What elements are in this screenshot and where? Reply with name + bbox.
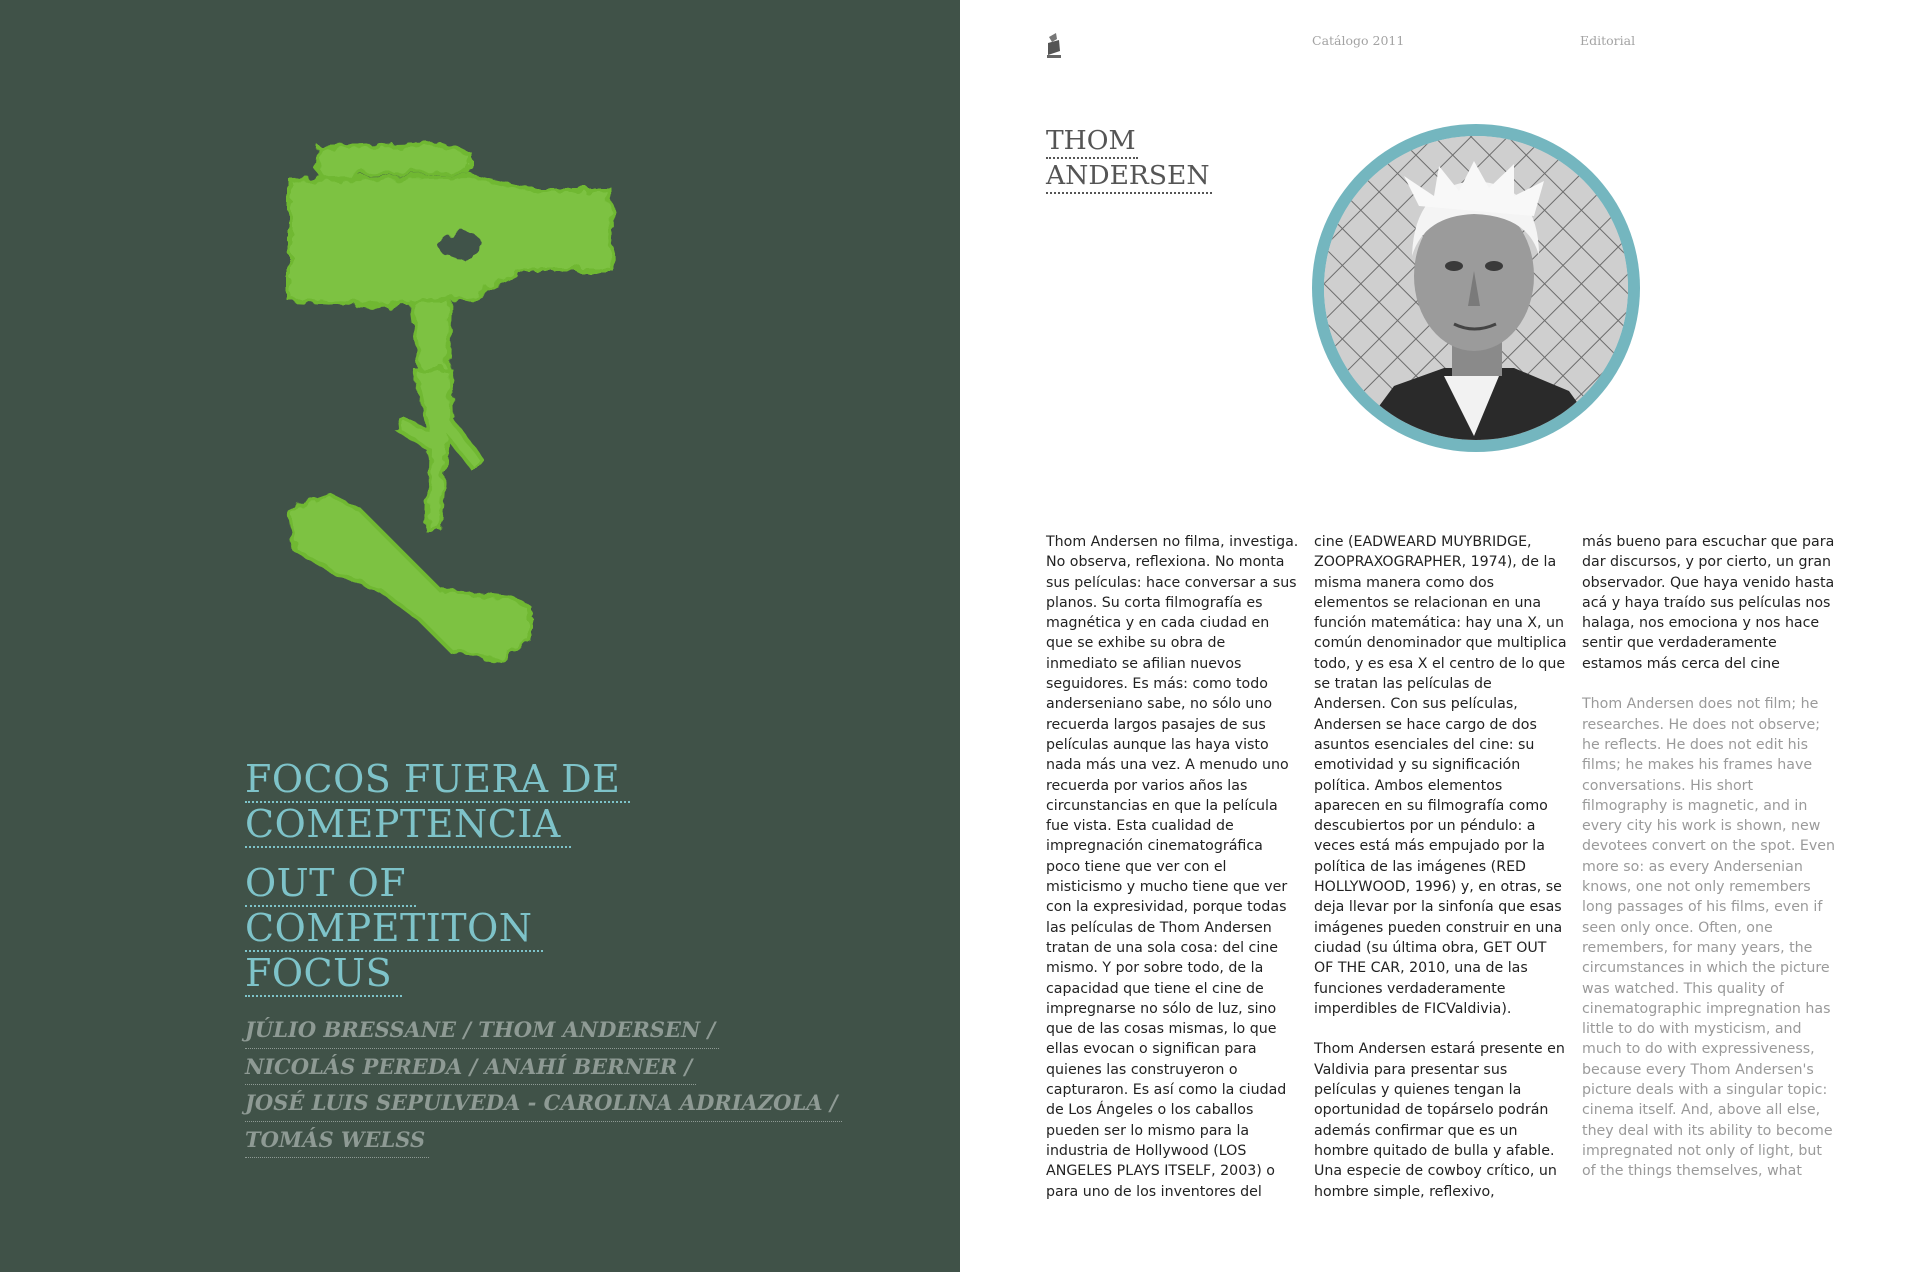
focus-title-en [245, 862, 543, 997]
directors-line-2: NICOLÁS PEREDA / ANAHÍ BERNER / [245, 1049, 696, 1086]
camera-icon [270, 130, 630, 690]
article-column-3 [1582, 532, 1836, 1182]
article-paragraph: Thom Andersen no filma, investiga. No observa, reflexiona. No monta sus películas: hace conversar a sus planos. Su corta filmografía es magnética y en cada ciudad en que se exhibe su obra de inmediato se afilian nuevos seguidores. Es más: como todo anderseniano sabe, no sólo uno recuerda largos pasajes de sus películas aunque las haya visto nada más una vez. A menudo uno recuerda por varios años las circunstancias en que la película fue vista. Esta cualidad de impregnación cinematográfica poco tiene que ver con el misticismo y mucho tiene que ver con la expresividad, porque todas las películas de Thom Andersen tratan de una sola cosa: del cine mismo. Y por sobre todo, de la capacidad que tiene el cine de impregnarse no sólo de luz, sino que de las cosas mismas, lo que ellas evocan o significan para quienes las construyeron o capturaron. Es así como la ciudad de Los Ángeles o los caballos pueden ser lo mismo para la industria de Hollywood (LOS ANGELES PLAYS ITSELF, 2003) o para uno de los inventores del [1046, 534, 1299, 1200]
header-section: Editorial [1580, 33, 1636, 48]
person-name [1046, 124, 1212, 194]
article-column-1 [1046, 532, 1300, 1200]
book-icon [1046, 33, 1062, 59]
title-en-line-3: FOCUS [245, 952, 402, 997]
article-paragraph: Thom Andersen estará presente en Valdivia para presentar sus películas y quienes tengan la oportunidad de topárselo podrán además confirmar que es un hombre quitado de bulla y afable. Una especie de cowboy crítico, un hombre simple, reflexivo, [1314, 1041, 1565, 1200]
directors-line-4: TOMÁS WELSS [245, 1122, 429, 1159]
article-paragraph-english: Thom Andersen does not film; he researches. He does not observe; he reflects. He does not edit his films; he makes his frames have conversations. His short filmography is magnetic, and in every city his work is shown, new devotees convert on the spot. Even more so: as every Andersenian knows, one not only remembers long passages of his films, even if seen only once. Often, one remembers, for many years, the circumstances in which the picture was watched. This quality of cinematographic impregnation has little to do with mysticism, and much to do with expressiveness, because every Thom Andersen's picture deals with a singular topic: cinema itself. And, above all else, they deal with its ability to become impregnated not only of light, but of the things themselves, what [1582, 696, 1835, 1180]
portrait-photo [1312, 124, 1640, 452]
focus-title-es [245, 758, 630, 848]
title-en-line-2: COMPETITON [245, 907, 543, 952]
directors-line-1: JÚLIO BRESSANE / THOM ANDERSEN / [245, 1012, 719, 1049]
header-catalog: Catálogo 2011 [1312, 33, 1405, 48]
person-name-last: ANDERSEN [1046, 159, 1212, 194]
article-columns [1046, 532, 1856, 1200]
right-page [960, 0, 1920, 1272]
article-paragraph: más bueno para escuchar que para dar discursos, y por cierto, un gran observador. Que haya venido hasta acá y haya traído sus películas nos halaga, nos emociona y nos hace sentir que verdaderamente estamos más cerca del cine [1582, 534, 1835, 672]
title-es-line-2: COMEPTENCIA [245, 803, 571, 848]
directors-line-3: JOSÉ LUIS SEPULVEDA - CAROLINA ADRIAZOLA / [245, 1085, 842, 1122]
title-en-line-1: OUT OF [245, 862, 416, 907]
title-es-line-1: FOCOS FUERA DE [245, 758, 630, 803]
article-column-2 [1314, 532, 1568, 1200]
portrait-image [1324, 136, 1628, 440]
person-name-first: THOM [1046, 124, 1138, 159]
directors-list [245, 1012, 842, 1158]
article-paragraph: cine (EADWEARD MUYBRIDGE, ZOOPRAXOGRAPHER, 1974), de la misma manera como dos elementos se relacionan en una función matemática: hay una X, un común denominador que multiplica todo, y es esa X el centro de lo que se tratan las películas de Andersen. Con sus películas, Andersen se hace cargo de dos asuntos esenciales del cine: su emotividad y su significación política. Ambos elementos aparecen en su filmografía como descubiertos por un péndulo: a veces está más empujado por la política de las imágenes (RED HOLLYWOOD, 1996) y, en otras, se deja llevar por la sinfonía que esas imágenes pueden construir en una ciudad (su última obra, GET OUT OF THE CAR, 2010, una de las funciones verdaderamente imperdibles de FICValdivia). [1314, 534, 1567, 1017]
